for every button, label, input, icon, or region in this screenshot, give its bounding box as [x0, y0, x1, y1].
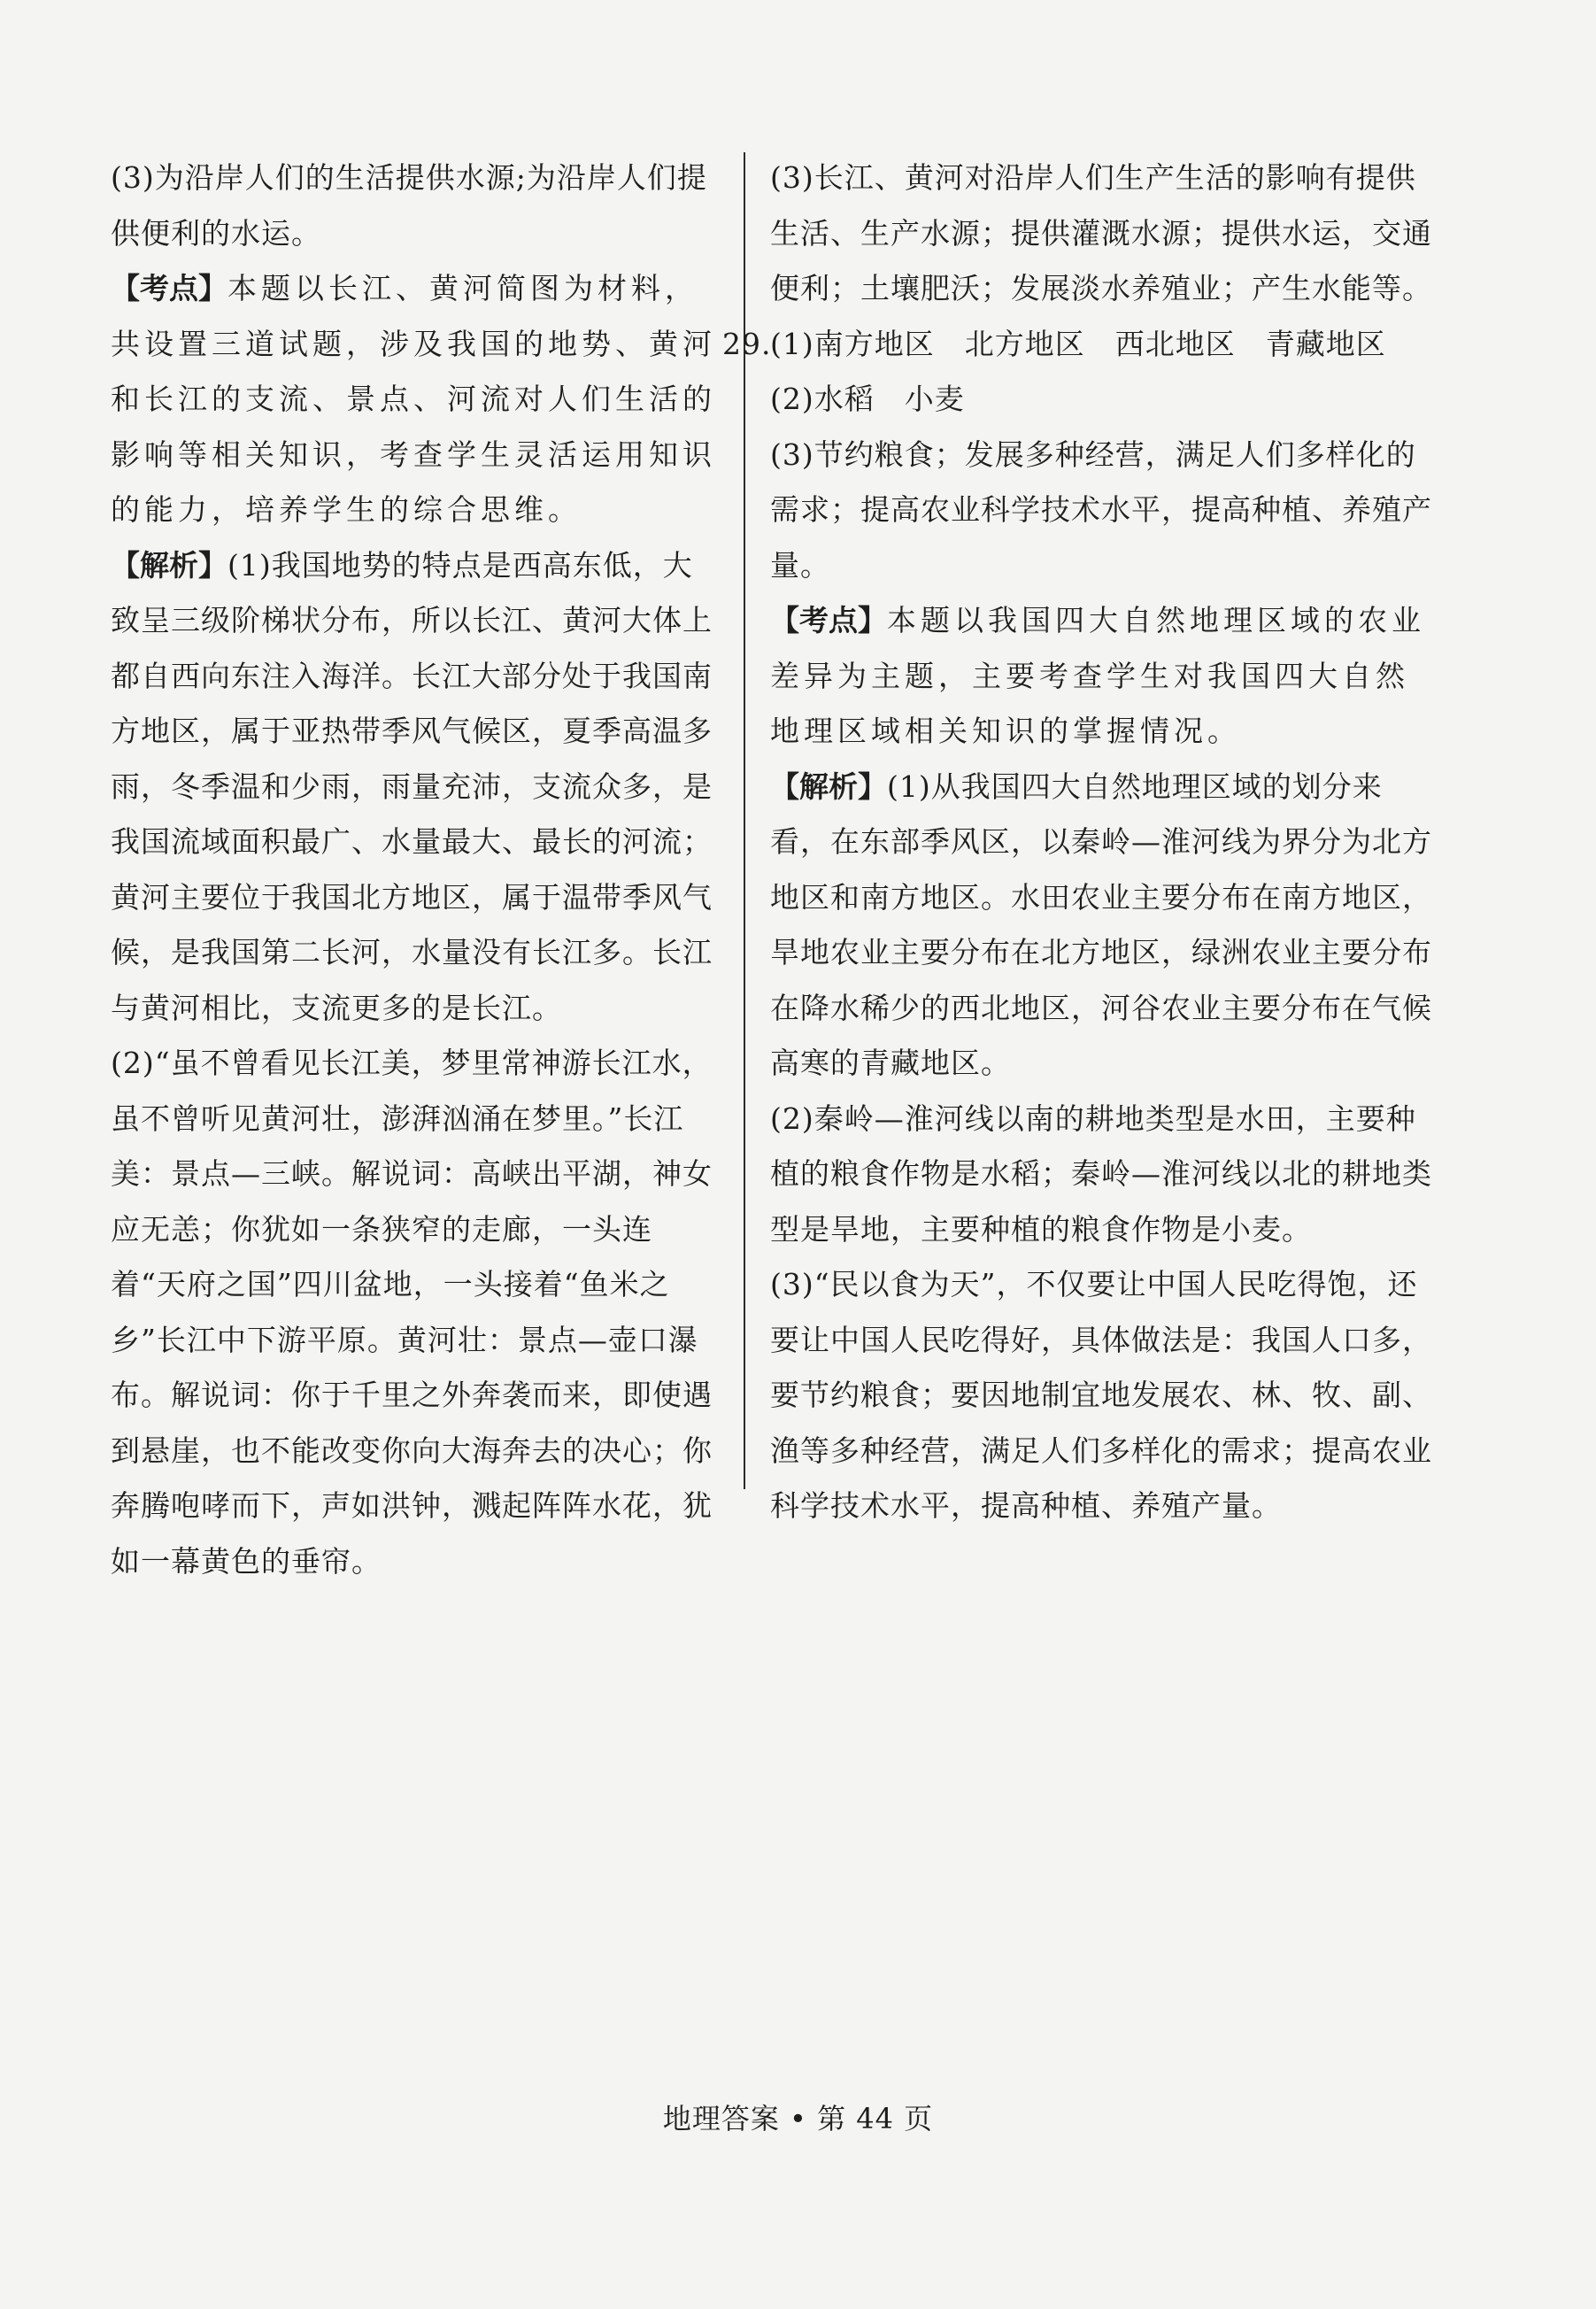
right-explain-3: (3)“民以食为天”，不仅要让中国人民吃得饱，还要让中国人民吃得好，具体做法是：我国人口多，要节约粮食；要因地制宜地发展农、林、牧、副、渔等多种经营，满足人们多样化的需求；提高农业科学技术水平，提高种植、养殖产量。 — [770, 1267, 1432, 1523]
right-explain-2: (2)秦岭—淮河线以南的耕地类型是水田，主要种植的粮食作物是水稻；秦岭—淮河线以北的耕地类型是旱地，主要种植的粮食作物是小麦。 — [770, 1100, 1432, 1247]
kaodian-text: 本题以长江、黄河简图为材料，共设置三道试题，涉及我国的地势、黄河和长江的支流、景点、河流对人们生活的影响等相关知识，考查学生灵活运用知识的能力，培养学生的综合思维。 — [111, 271, 716, 527]
question-29 — [722, 317, 1432, 1534]
q29-1-prefix: (1) — [770, 326, 814, 361]
jiexi-tag: 【解析】 — [770, 768, 887, 804]
right-kaodian — [770, 593, 1432, 760]
q29-1-item-4: 青藏地区 — [1265, 326, 1386, 361]
left-answer-2: (2)“虽不曾看见长江美，梦里常神游长江水，虽不曾听见黄河壮，澎湃汹涌在梦里。”长江美：景点—三峡。解说词：高峡出平湖，神女应无恙；你犹如一条狭窄的走廊，一头连着“天府之国”四川盆地，一头接着“鱼米之乡”长江中下游平原。黄河壮：景点—壶口瀑布。解说词：你于千里之外奔袭而来，即使遇到悬崖，也不能改变你向大海奔去的决心；你奔腾咆哮而下，声如洪钟，溅起阵阵水花，犹如一幕黄色的垂帘。 — [111, 1046, 713, 1579]
left-answer-3: (3)为沿岸人们的生活提供水源;为沿岸人们提供便利的水运。 — [111, 160, 707, 251]
kaodian-tag: 【考点】 — [770, 603, 887, 637]
q29-2-item-2: 小麦 — [904, 382, 965, 416]
question-number: 29. — [722, 326, 772, 361]
q29-1-item-2: 北方地区 — [964, 326, 1085, 361]
q29-1-item-1: 南方地区 — [813, 326, 935, 361]
left-kaodian — [111, 261, 721, 538]
jiexi-text: (1)我国地势的特点是西高东低，大致呈三级阶梯状分布，所以长江、黄河大体上都自西向东注入海洋。长江大部分处于我国南方地区，属于亚热带季风气候区，夏季高温多雨，冬季温和少雨，雨量充沛，支流众多，是我国流域面积最广、水量最大、最长的河流；黄河主要位于我国北方地区，属于温带季风气候，是我国第二长河，水量没有长江多。长江与黄河相比，支流更多的是长江。 — [111, 547, 713, 1025]
left-column — [111, 151, 721, 1589]
q29-part-1 — [770, 317, 1432, 373]
right-column — [722, 151, 1432, 1534]
jiexi-tag: 【解析】 — [111, 547, 227, 583]
right-jiexi — [770, 760, 1432, 1092]
q29-2-prefix: (2) — [770, 382, 814, 416]
kaodian-text: 本题以我国四大自然地理区域的农业差异为主题，主要考查学生对我国四大自然地理区域相关知识的掌握情况。 — [770, 603, 1425, 748]
kaodian-tag: 【考点】 — [111, 271, 227, 305]
jiexi-text: (1)从我国四大自然地理区域的划分来看，在东部季风区，以秦岭—淮河线为界分为北方地区和南方地区。水田农业主要分布在南方地区，旱地农业主要分布在北方地区，绿洲农业主要分布在降水稀少的西北地区，河谷农业主要分布在气候高寒的青藏地区。 — [770, 768, 1432, 1080]
page-footer: 地理答案 • 第 44 页 — [662, 2102, 934, 2135]
left-jiexi — [111, 538, 721, 1037]
q29-1-item-3: 西北地区 — [1114, 326, 1236, 361]
right-answer-3: (3)长江、黄河对沿岸人们生产生活的影响有提供生活、生产水源；提供灌溉水源；提供水运，交通便利；土壤肥沃；发展淡水养殖业；产生水能等。 — [770, 160, 1432, 305]
q29-2-item-1: 水稻 — [813, 382, 875, 416]
q29-part-2 — [770, 372, 1432, 428]
q29-part-3: (3)节约粮食；发展多种经营，满足人们多样化的需求；提高农业科学技术水平，提高种植、养殖产量。 — [770, 436, 1432, 583]
